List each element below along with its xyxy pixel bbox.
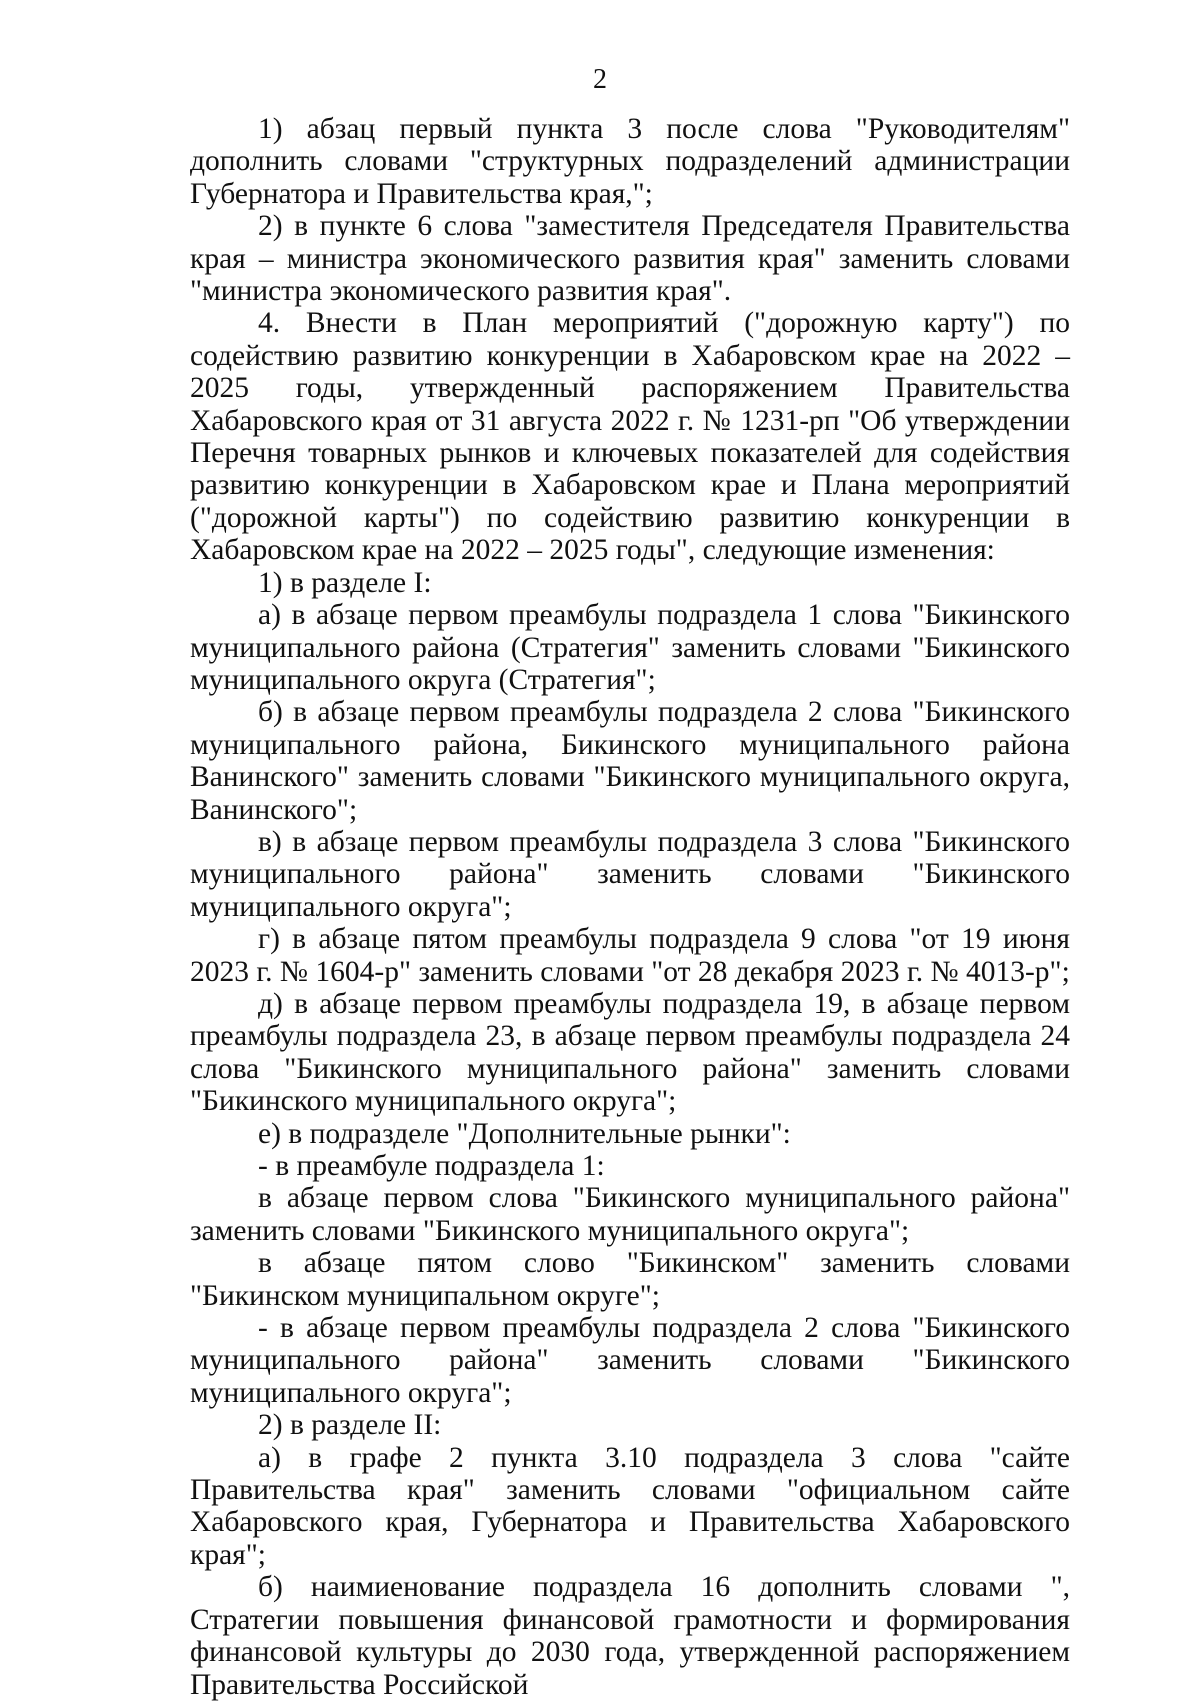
paragraph: - в преамбуле подраздела 1: [258, 1150, 605, 1182]
document-body [190, 113, 1070, 1701]
paragraph: 1) в разделе I: [258, 566, 432, 599]
paragraph: в) в абзаце первом преамбулы подраздела 3 слова "Бикинского муниципального района" заменить словами "Бикинского муниципального округа"; [190, 825, 1070, 923]
paragraph: 2) в пункте 6 слова "заместителя Председателя Правительства края – министра экономического развития края" заменить словами "министра экономического развития края". [190, 210, 1070, 308]
paragraph: г) в абзаце пятом преамбулы подраздела 9 слова "от 19 июня 2023 г. № 1604-р" заменить словами "от 28 декабря 2023 г. № 4013-р"; [190, 923, 1070, 988]
paragraph: а) в абзаце первом преамбулы подраздела 1 слова "Бикинского муниципального района (Стратегия" заменить словами "Бикинского муниципального округа (Стратегия"; [190, 599, 1070, 696]
paragraph: е) в подразделе "Дополнительные рынки": [258, 1117, 791, 1150]
paragraph: б) наимиенование подраздела 16 дополнить словами ", Стратегии повышения финансовой грамотности и формирования финансовой культуры до 2030 года, утвержденной распоряжением Правительства Российской [190, 1571, 1070, 1701]
paragraph: д) в абзаце первом преамбулы подраздела 19, в абзаце первом преамбулы подраздела 23, в абзаце первом преамбулы подраздела 24 слова "Бикинского муниципального района" заменить словами "Бикинского муниципального округа"; [190, 987, 1070, 1118]
paragraph: 4. Внести в План мероприятий ("дорожную карту") по содействию развитию конкуренции в Хабаровском крае на 2022 – 2025 годы, утвержденный распоряжением Правительства Хабаровского края от 31 августа 2022 г. № 1231-рп "Об утверждении Перечня товарных рынков и ключевых показателей для содействия развитию конкуренции в Хабаровском крае и Плана мероприятий ("дорожной карты") по содействию развитию конкуренции в Хабаровском крае на 2022 – 2025 годы", следующие изменения: [190, 307, 1070, 567]
paragraph: б) в абзаце первом преамбулы подраздела 2 слова "Бикинского муниципального района, Бикинского муниципального района Ванинского" заменить словами "Бикинского муниципального округа, Ванинского"; [190, 696, 1070, 826]
paragraph: а) в графе 2 пункта 3.10 подраздела 3 слова "сайте Правительства края" заменить словами "официальном сайте Хабаровского края, Губернатора и Правительства Хабаровского края"; [190, 1441, 1070, 1571]
paragraph: - в абзаце первом преамбулы подраздела 2 слова "Бикинского муниципального района" заменить словами "Бикинского муниципального округа"; [190, 1312, 1070, 1409]
paragraph: 2) в разделе II: [258, 1409, 442, 1442]
page-number: 2 [593, 64, 607, 95]
paragraph: в абзаце пятом слово "Бикинском" заменить словами "Бикинском муниципальном округе"; [190, 1247, 1070, 1312]
paragraph: в абзаце первом слова "Бикинского муниципального района" заменить словами "Бикинского муниципального округа"; [190, 1182, 1070, 1247]
paragraph: 1) абзац первый пункта 3 после слова "Руководителям" дополнить словами "структурных подразделений администрации Губернатора и Правительства края,"; [190, 113, 1070, 210]
